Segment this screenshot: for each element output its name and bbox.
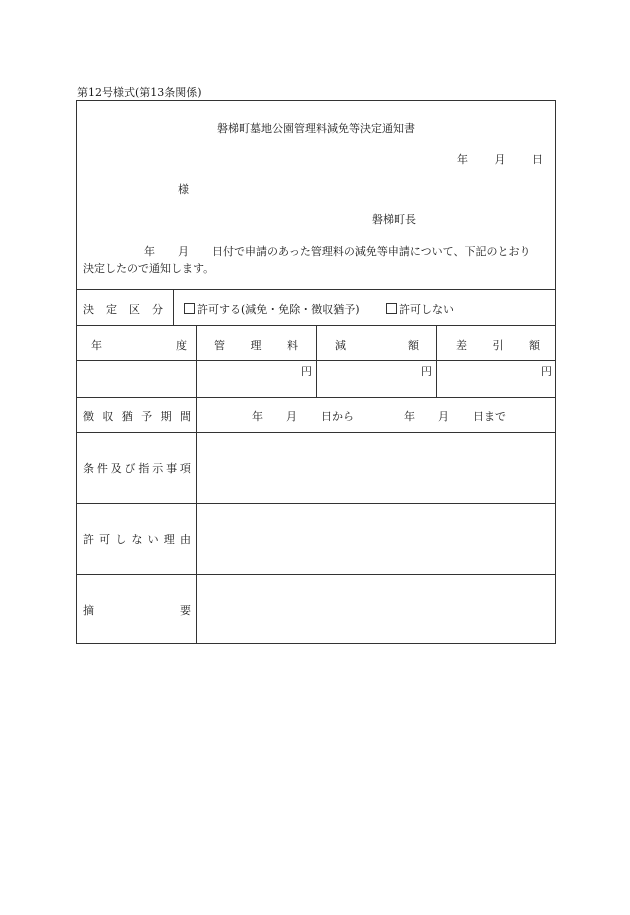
- divider: [77, 397, 555, 398]
- date-line: [457, 151, 543, 167]
- divider: [196, 325, 197, 644]
- form-number: 第12号様式(第13条関係): [77, 86, 202, 99]
- remarks-label: 摘 要: [83, 604, 191, 617]
- deferral-label: 徴 収 猶 予 期 間: [83, 410, 191, 423]
- deferral-to-day: 日まで: [473, 410, 506, 423]
- date-year-unit: 年: [457, 153, 468, 166]
- deferral-from-day: 日から: [321, 410, 354, 423]
- header-fiscal-year: 年 度: [91, 339, 187, 352]
- notice-form: [76, 100, 556, 644]
- divider: [436, 325, 437, 397]
- option-deny-label: 許可しない: [399, 303, 454, 316]
- divider: [77, 574, 555, 575]
- deferral-to-month: 月: [438, 410, 449, 423]
- divider: [77, 289, 555, 290]
- document-title: 磐梯町墓地公園管理料減免等決定通知書: [217, 122, 415, 135]
- date-day-unit: 日: [532, 153, 543, 166]
- deny-reason-label: 許 可 し な い 理 由: [83, 533, 191, 546]
- body-year-unit: 年: [144, 245, 155, 258]
- body-line-2: 決定したので通知します。: [83, 262, 215, 275]
- header-balance: 差 引 額: [456, 339, 540, 352]
- addressee-suffix: 様: [178, 183, 189, 196]
- option-permit-label: 許可する(減免・免除・徴収猶予): [197, 303, 360, 316]
- header-reduction: 減 額: [335, 339, 419, 352]
- permit-checkbox[interactable]: [184, 303, 195, 314]
- header-management-fee: 管 理 料: [214, 339, 298, 352]
- deny-checkbox[interactable]: [386, 303, 397, 314]
- divider: [316, 325, 317, 397]
- issuer: 磐梯町長: [372, 213, 416, 226]
- option-deny[interactable]: [386, 301, 454, 317]
- divider: [77, 503, 555, 504]
- deferral-to-year: 年: [404, 410, 415, 423]
- divider: [173, 289, 174, 325]
- option-permit[interactable]: [184, 301, 360, 317]
- body-month-unit: 月: [178, 245, 189, 258]
- balance-currency: 円: [541, 365, 552, 378]
- decision-label: 決 定 区 分: [83, 303, 163, 316]
- deferral-from-year: 年: [252, 410, 263, 423]
- divider: [77, 432, 555, 433]
- body-line-1: 日付で申請のあった管理料の減免等申請について、下記のとおり: [212, 245, 531, 258]
- date-month-unit: 月: [494, 153, 506, 166]
- management-fee-currency: 円: [301, 365, 312, 378]
- reduction-currency: 円: [421, 365, 432, 378]
- deferral-from-month: 月: [286, 410, 297, 423]
- conditions-label: 条 件 及 び 指 示 事 項: [83, 462, 191, 475]
